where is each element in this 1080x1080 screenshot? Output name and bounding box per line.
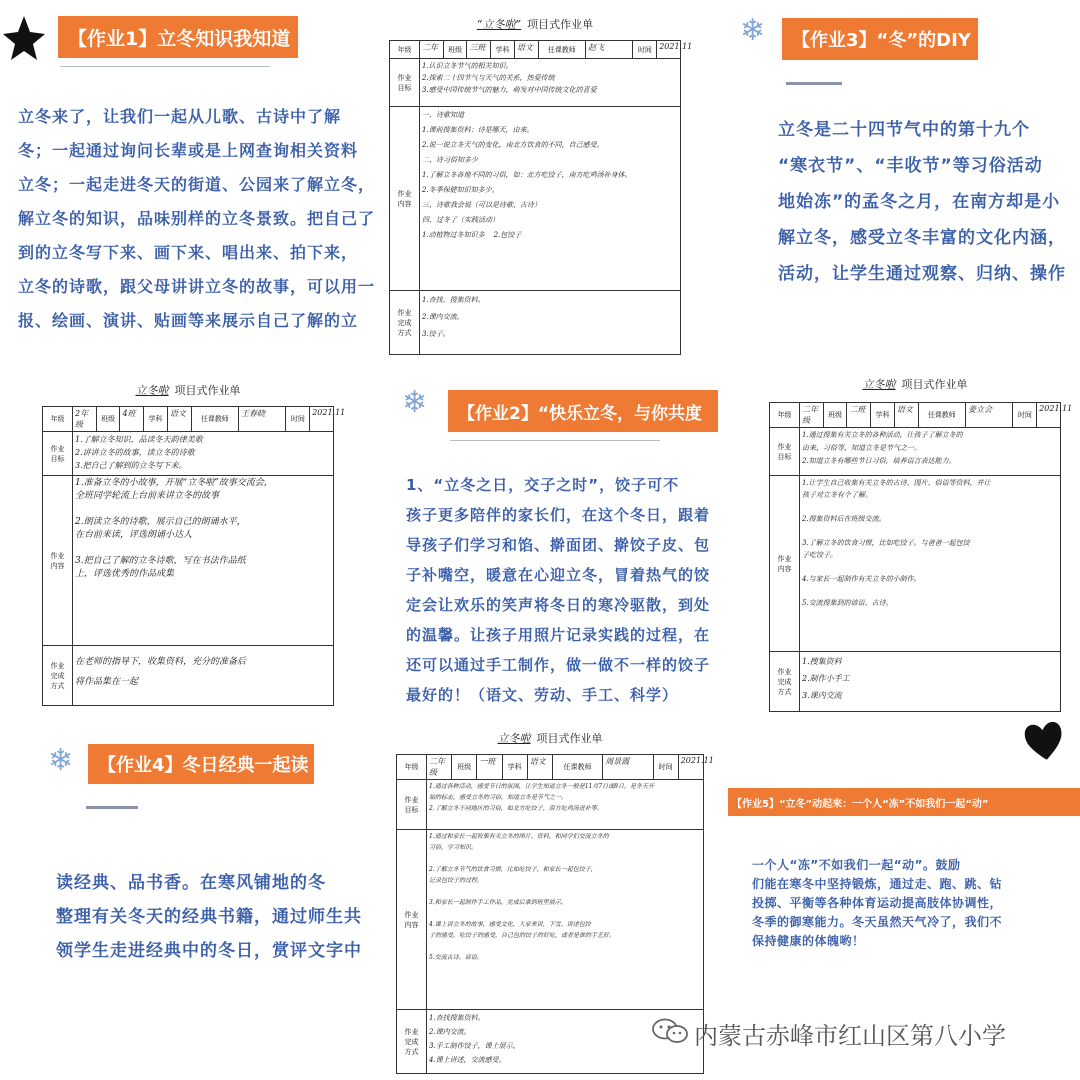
ws2-subject-label: 学科 (144, 407, 168, 432)
ws1-title (385, 16, 685, 32)
ws1-time: 2021.11 (657, 41, 681, 59)
hw1-panel (0, 0, 376, 350)
hw3-banner: 【作业3】“冬”的DIY (782, 18, 978, 60)
ws1-panel (385, 10, 693, 355)
ws2-goal-label: 作业 目标 (43, 432, 73, 476)
hw4-banner: 【作业4】冬日经典一起读 (88, 744, 314, 784)
ws2-class: 4班 (120, 407, 144, 432)
ws2-subject: 语文 (167, 407, 191, 432)
ws1-subject-label: 学科 (491, 41, 515, 59)
ws2-content-label: 作业 内容 (43, 476, 73, 646)
ws3-goal-label: 作业 目标 (770, 428, 800, 476)
ws1-title-hand: “立冬啦” (476, 18, 522, 31)
star-icon (2, 14, 46, 62)
ws3-teacher-label: 任课教师 (918, 403, 965, 428)
ws2-teacher: 王春晓 (239, 407, 286, 432)
ws2-title-suffix: 项目式作业单 (174, 384, 241, 397)
ws3-teacher: 姜立会 (966, 403, 1013, 428)
ws2-method: 在老师的指导下，收集资料，充分的准备后 将作品集在一起 (73, 646, 334, 706)
ws1-goal-label: 作业 目标 (390, 59, 420, 107)
ws4-grade-label: 年级 (397, 755, 427, 780)
ws3-title (765, 376, 1065, 392)
heart-icon (1024, 716, 1064, 764)
ws1-content-label: 作业 内容 (390, 107, 420, 291)
ws3-method: 1.搜集资料 2.制作小手工 3.课内交流 (800, 652, 1061, 712)
ws4-method: 1.查找搜集资料。 2.课内交流。 3.手工制作饺子，课上展示。 4.课上讲述，交流感受。 (427, 1010, 704, 1074)
ws4-class: 一班 (477, 755, 502, 780)
ws3-class-label: 班级 (823, 403, 847, 428)
hw5-body: 一个人“冻”不如我们一起“动”。鼓励 们能在寒冬中坚持锻炼，通过走、跑、跳、钻 投掷、平衡等各种体育运动提高肢体协调性， 冬季的御寒能力。冬天虽然天气冷了，我们不 保持健康的体魄哟！ (752, 858, 1003, 948)
hw2-banner: 【作业2】“快乐立冬，与你共度 (448, 390, 718, 432)
hw4-panel (0, 730, 360, 970)
ws4-subject-label: 学科 (502, 755, 527, 780)
ws4-time-label: 时间 (653, 755, 678, 780)
ws2-title-hand: 立冬啦 (135, 384, 169, 397)
ws3-table (769, 402, 1073, 712)
ws2-content: 1.准备立冬的小故事，开展“立冬啦”故事交流会， 全班同学轮流上台前来讲立冬的故事 2.朗读立冬的诗歌，展示自己的朗诵水平， 在台前来读，评选朗诵小达人 3.把自己了解的立冬诗歌，写在书法作品纸 上，评选优秀的作品成集 (73, 476, 334, 646)
ws3-title-hand: 立冬啦 (862, 378, 896, 391)
hw2-rule (450, 440, 660, 441)
ws4-goal-label: 作业 目标 (397, 780, 427, 830)
ws3-goal: 1.通过搜集有关立冬的各种活动，让孩子了解立冬的 由来，习俗等，知道立冬是节气之一。 2.知道立冬有哪些节日习俗，培养语言表达能力。 (800, 428, 1061, 476)
ws4-content: 1.通过和家长一起收集有关立冬的图片、资料，和同学们交流立冬的 习俗，学习知识。 2.了解立冬节气的饮食习惯，比如吃饺子，和家长一起包饺子， 记录包饺子的过程。 3.和家长一起制作手工作品，完成后拿到班里展示。 4.课上讲立冬的故事，感受文化，大家来讲，下雪、讲述包饺 子的感受，吃饺子的感受，自己包的饺子的好吃，或者是谁的手艺好。 5.交流古诗、谚语。 (427, 830, 704, 1010)
ws4-title (390, 730, 710, 746)
ws4-time: 2021.11 (678, 755, 703, 780)
ws1-grade-label: 年级 (390, 41, 420, 59)
ws2-class-label: 班级 (96, 407, 120, 432)
ws4-teacher-label: 任课教师 (552, 755, 602, 780)
ws2-teacher-label: 任课教师 (191, 407, 238, 432)
school-watermark: 内蒙古赤峰市红山区第八小学 (694, 1022, 1006, 1050)
snowflake-icon: ❄ (402, 385, 428, 420)
ws4-grade: 二年级 (427, 755, 452, 780)
ws3-panel (765, 372, 1073, 712)
ws4-subject: 语文 (527, 755, 552, 780)
ws2-table (42, 406, 346, 706)
ws1-teacher: 赵飞 (586, 41, 633, 59)
ws1-content: 一、诗歌知道 1.课前搜集资料：诗是哪天，由来。 2.说一说立冬天气的变化，南北方饮食的不同，自己感受。 二、诗习俗知多少 1.了解立冬各地不同的习俗，如：北方吃饺子，南方吃鸡汤补身体。 2.冬季保健知识知多少。 三、诗歌我会说（可以是诗歌、古诗） 四、过冬了（实践活动） 1.动植物过冬知识多 2.包饺子 (420, 107, 681, 291)
ws4-title-hand: 立冬啦 (497, 732, 531, 745)
wechat-icon (652, 1018, 688, 1044)
ws2-goal: 1.了解立冬知识，品读冬天韵律美歌 2.讲讲立冬的故事，读立冬的诗歌 3.把自己了解到的立冬写下来。 (73, 432, 334, 476)
ws2-time: 2021.11 (310, 407, 334, 432)
hw1-banner: 【作业1】立冬知识我知道 (58, 16, 298, 58)
ws1-teacher-label: 任课教师 (538, 41, 585, 59)
hw3-panel (730, 0, 1080, 350)
ws1-table (389, 40, 693, 355)
ws3-title-suffix: 项目式作业单 (901, 378, 968, 391)
ws3-time-label: 时间 (1013, 403, 1037, 428)
ws3-content-label: 作业 内容 (770, 476, 800, 652)
hw4-body: 读经典、品书香。在寒风铺地的冬 整理有关冬天的经典书籍，通过师生共 领学生走进经典中的冬日，赏评文字中 (56, 873, 362, 961)
ws1-class-label: 班级 (443, 41, 467, 59)
ws3-grade-label: 年级 (770, 403, 800, 428)
ws2-grade: 2年级 (73, 407, 97, 432)
ws4-goal: 1.通过各种活动，感受节日的氛围，让学生知道立冬一般是11月7日或8日，是冬天开 始的标志，感受立冬的习俗，知道立冬是节气之一。 2.了解立冬不同地区的习俗，如北方吃饺子，南方吃鸡汤进补等。 (427, 780, 704, 830)
ws4-content-label: 作业 内容 (397, 830, 427, 1010)
snowflake-icon: ❄ (48, 743, 74, 778)
ws4-method-label: 作业 完成 方式 (397, 1010, 427, 1074)
ws3-subject-label: 学科 (871, 403, 895, 428)
ws2-method-label: 作业 完成 方式 (43, 646, 73, 706)
ws4-teacher: 周景霞 (603, 755, 653, 780)
hw3-body: 立冬是二十四节气中的第十九个 “寒衣节”、“丰收节”等习俗活动 地始冻”的孟冬之月，在南方却是小 解立冬，感受立冬丰富的文化内涵， 活动，让学生通过观察、归纳、操作 (778, 120, 1066, 284)
ws1-time-label: 时间 (633, 41, 657, 59)
ws1-title-suffix: 项目式作业单 (527, 18, 594, 31)
ws2-grade-label: 年级 (43, 407, 73, 432)
hw1-rule (60, 66, 270, 67)
ws1-method-label: 作业 完成 方式 (390, 291, 420, 355)
ws2-panel (38, 378, 346, 713)
hw5-banner: 【作业5】“立冬”动起来：一个人“冻”不如我们一起“动” (728, 788, 1080, 816)
hw1-body: 立冬来了，让我们一起从儿歌、古诗中了解 冬；一起通过询问长辈或是上网查询相关资料 立冬；一起走进冬天的街道、公园来了解立冬， 解立冬的知识，品味别样的立冬景致。把自己了 到的立冬写下来、画下来、唱出来、拍下来， 立冬的诗歌，跟父母讲讲立冬的故事，可以用一 报、绘画、演讲、贴画等来展示自己了解的立 (18, 107, 376, 330)
ws3-grade: 二年级 (800, 403, 824, 428)
hw2-panel (392, 378, 711, 713)
hw5-panel (728, 716, 1080, 976)
ws2-time-label: 时间 (286, 407, 310, 432)
ws3-content: 1.让学生自己收集有关立冬的古诗、图片、俗语等资料，并让 孩子对立冬有个了解。 2.搜集资料后在班级交流。 3.了解立冬的饮食习惯，比如吃饺子。与爸爸一起包饺 子吃饺子。 4.与家长一起制作有关立冬的小制作。 5.交流搜集到的谚语、古诗。 (800, 476, 1061, 652)
hw3-rule (786, 82, 842, 85)
ws3-class: 二班 (847, 403, 871, 428)
ws1-subject: 语文 (514, 41, 538, 59)
hw2-body: 1、“立冬之日，交子之时”，饺子可不 孩子更多陪伴的家长们，在这个冬日，跟着 导孩子们学习和馅、擀面团、擀饺子皮、包 子补嘴空，暖意在心迎立冬，冒着热气的饺 定会让欢乐的笑声将冬日的寒冷驱散，到处 的温馨。让孩子用照片记录实践的过程，在 还可以通过手工制作，做一做不一样的饺子 最好的！（语文、劳动、手工、科学） (406, 476, 711, 704)
hw4-rule (86, 806, 138, 809)
ws2-title (38, 382, 338, 398)
ws3-method-label: 作业 完成 方式 (770, 652, 800, 712)
ws3-time: 2021.11 (1037, 403, 1061, 428)
ws4-title-suffix: 项目式作业单 (536, 732, 603, 745)
snowflake-icon: ❄ (740, 13, 766, 48)
ws4-class-label: 班级 (452, 755, 477, 780)
ws3-subject: 语文 (894, 403, 918, 428)
ws1-goal: 1.认识立冬节气的相关知识。 2.探索二十四节气与天气的关系，热爱传统 3.感受中国传统节气的魅力，萌发对中国传统文化的喜爱 (420, 59, 681, 107)
ws1-method: 1.查找、搜集资料。 2.课内交流。 3.饺子。 (420, 291, 681, 355)
ws1-grade: 二年 (420, 41, 444, 59)
ws1-class: 三班 (467, 41, 491, 59)
